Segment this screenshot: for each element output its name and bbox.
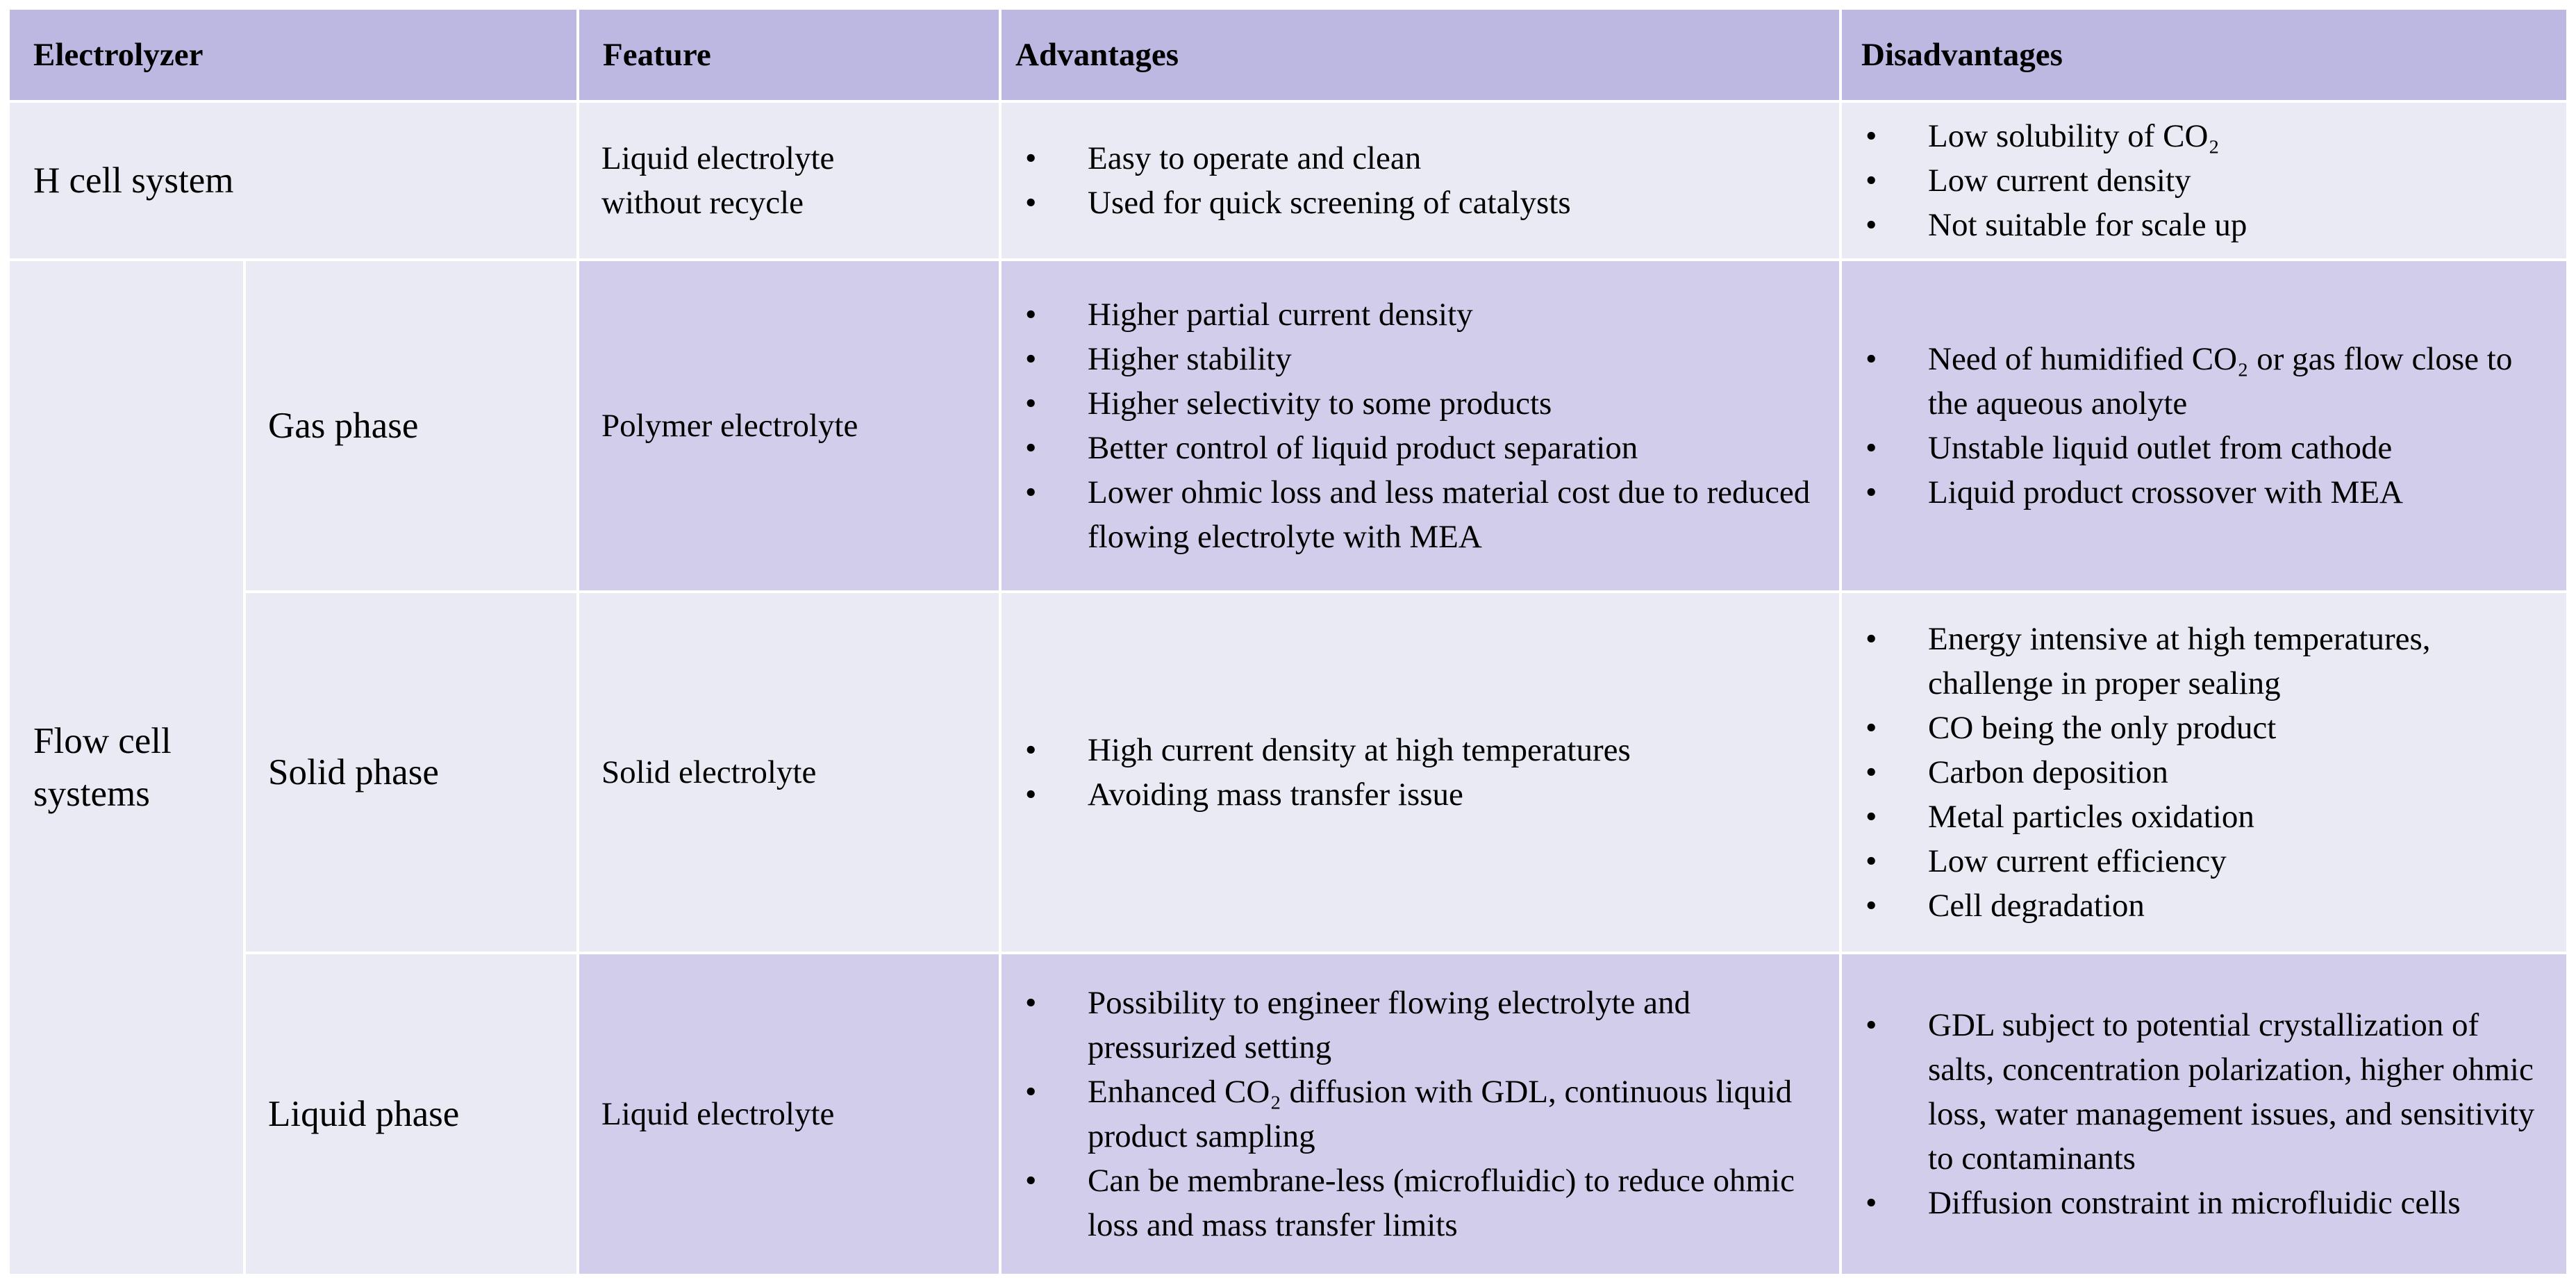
gas-phase-name-cell <box>246 261 579 593</box>
liquid-phase-advantages-cell <box>1002 954 1842 1277</box>
list-item: • Liquid product crossover with MEA <box>1865 470 2538 515</box>
liquid-phase-feature: Liquid electrolyte <box>601 1096 835 1132</box>
liquid-phase-disadvantages-list <box>1842 1003 2566 1225</box>
bullet-icon: • <box>1025 1074 1037 1110</box>
list-item: • Energy intensive at high temperatures, challenge in proper sealing <box>1865 617 2538 706</box>
solid-phase-advantages-list <box>1002 728 1659 817</box>
bullet-icon: • <box>1865 430 1877 466</box>
list-item: • Enhanced CO₂ diffusion with GDL, continuous liquid product sampling <box>1025 1070 1811 1159</box>
flow-cell-name-line-2: systems <box>33 774 150 814</box>
bullet-icon: • <box>1865 207 1877 243</box>
bullet-icon: • <box>1865 1007 1877 1043</box>
h-cell-disadvantages-cell <box>1842 103 2566 261</box>
list-item: • Not suitable for scale up <box>1865 203 2247 247</box>
solid-phase-disadvantages-cell <box>1842 593 2566 954</box>
list-item: • CO being the only product <box>1865 706 2538 750</box>
solid-phase-feature: Solid electrolyte <box>601 754 817 790</box>
header-feature <box>579 10 1002 103</box>
bullet-icon: • <box>1025 140 1037 176</box>
list-item: • Low solubility of CO₂ <box>1865 114 2247 158</box>
bullet-icon: • <box>1865 341 1877 377</box>
list-item: • Lower ohmic loss and less material cost due to reduced flowing electrolyte with MEA <box>1025 470 1811 559</box>
bullet-icon: • <box>1025 777 1037 813</box>
gas-phase-feature-cell <box>579 261 1002 593</box>
list-item: • Diffusion constraint in microfluidic cells <box>1865 1181 2538 1225</box>
solid-phase-disadvantages-list <box>1842 617 2566 928</box>
list-item: • Low current efficiency <box>1865 839 2538 883</box>
bullet-icon: • <box>1865 799 1877 835</box>
h-cell-advantages-list <box>1002 136 1599 225</box>
header-advantages-label: Advantages <box>1015 37 1179 73</box>
header-electrolyzer <box>10 10 579 103</box>
solid-phase-advantages-cell <box>1002 593 1842 954</box>
h-cell-feature-line-1: Liquid electrolyte <box>601 140 835 176</box>
bullet-icon: • <box>1865 474 1877 510</box>
bullet-icon: • <box>1025 385 1037 422</box>
list-item: • GDL subject to potential crystallization of salts, concentration polarization, higher ohmic loss, water management issues, and sensitivity to contaminants <box>1865 1003 2538 1181</box>
h-cell-disadvantages-list <box>1842 114 2275 247</box>
flow-cell-name-cell <box>10 261 246 1277</box>
list-item: • Easy to operate and clean <box>1025 136 1571 181</box>
bullet-icon: • <box>1865 1185 1877 1221</box>
liquid-phase-feature-cell <box>579 954 1002 1277</box>
bullet-icon: • <box>1025 430 1037 466</box>
list-item: • Can be membrane-less (microfluidic) to reduce ohmic loss and mass transfer limits <box>1025 1159 1811 1247</box>
header-disadvantages-label: Disadvantages <box>1861 37 2063 73</box>
gas-phase-name: Gas phase <box>268 406 419 446</box>
list-item: • Higher stability <box>1025 337 1811 381</box>
header-electrolyzer-label: Electrolyzer <box>33 37 203 73</box>
list-item: • Possibility to engineer flowing electrolyte and pressurized setting <box>1025 981 1811 1070</box>
h-cell-advantages-cell <box>1002 103 1842 261</box>
h-cell-feature <box>601 136 834 225</box>
list-item: • Unstable liquid outlet from cathode <box>1865 426 2538 470</box>
header-advantages <box>1002 10 1842 103</box>
list-item: • Cell degradation <box>1865 883 2538 928</box>
bullet-icon: • <box>1865 163 1877 199</box>
list-item: • Used for quick screening of catalysts <box>1025 181 1571 225</box>
list-item: • Avoiding mass transfer issue <box>1025 772 1631 817</box>
bullet-icon: • <box>1025 732 1037 768</box>
h-cell-name: H cell system <box>33 160 234 201</box>
h-cell-feature-cell <box>579 103 1002 261</box>
list-item: • Higher partial current density <box>1025 292 1811 337</box>
header-disadvantages <box>1842 10 2566 103</box>
bullet-icon: • <box>1025 297 1037 333</box>
bullet-icon: • <box>1865 710 1877 746</box>
solid-phase-name: Solid phase <box>268 752 439 792</box>
h-cell-feature-line-2: without recycle <box>601 185 804 221</box>
header-feature-label: Feature <box>603 37 711 73</box>
bullet-icon: • <box>1865 118 1877 154</box>
bullet-icon: • <box>1865 621 1877 657</box>
flow-cell-name <box>33 715 172 820</box>
bullet-icon: • <box>1865 843 1877 879</box>
liquid-phase-advantages-list <box>1002 981 1839 1247</box>
list-item: • Metal particles oxidation <box>1865 795 2538 839</box>
bullet-icon: • <box>1025 1163 1037 1199</box>
h-cell-name-cell <box>10 103 579 261</box>
bullet-icon: • <box>1865 754 1877 790</box>
bullet-icon: • <box>1025 474 1037 510</box>
bullet-icon: • <box>1025 185 1037 221</box>
liquid-phase-name: Liquid phase <box>268 1094 460 1134</box>
list-item: • Carbon deposition <box>1865 750 2538 795</box>
list-item: • Low current density <box>1865 158 2247 203</box>
bullet-icon: • <box>1025 985 1037 1021</box>
solid-phase-name-cell <box>246 593 579 954</box>
gas-phase-advantages-cell <box>1002 261 1842 593</box>
liquid-phase-name-cell <box>246 954 579 1277</box>
list-item: • Better control of liquid product separation <box>1025 426 1811 470</box>
liquid-phase-disadvantages-cell <box>1842 954 2566 1277</box>
solid-phase-feature-cell <box>579 593 1002 954</box>
gas-phase-disadvantages-cell <box>1842 261 2566 593</box>
bullet-icon: • <box>1865 888 1877 924</box>
gas-phase-feature: Polymer electrolyte <box>601 408 858 444</box>
list-item: • Need of humidified CO₂ or gas flow close to the aqueous anolyte <box>1865 337 2538 426</box>
gas-phase-advantages-list <box>1002 292 1839 559</box>
list-item: • Higher selectivity to some products <box>1025 381 1811 426</box>
list-item: • High current density at high temperatures <box>1025 728 1631 772</box>
electrolyzer-comparison-table <box>10 10 2566 1277</box>
flow-cell-name-line-1: Flow cell <box>33 721 172 761</box>
gas-phase-disadvantages-list <box>1842 337 2566 515</box>
bullet-icon: • <box>1025 341 1037 377</box>
